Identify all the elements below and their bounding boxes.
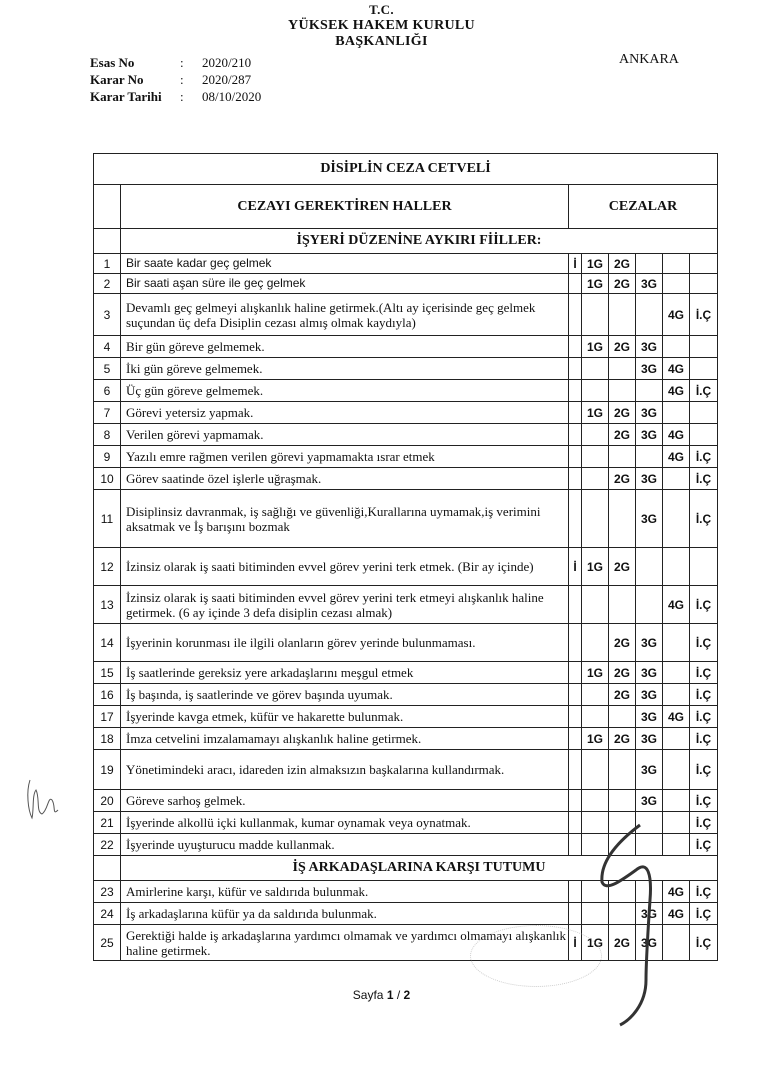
penalty-cell [582, 446, 609, 468]
penalty-cell: 3G [636, 358, 663, 380]
row-number: 3 [94, 294, 121, 336]
table-row [94, 424, 718, 446]
penalty-cell [636, 446, 663, 468]
penalty-cell: 1G [582, 662, 609, 684]
footer-sep: / [393, 988, 404, 1002]
penalty-cell [663, 925, 690, 961]
penalty-cell [582, 790, 609, 812]
penalty-cell [690, 336, 718, 358]
penalty-cell [569, 881, 582, 903]
row-number: 24 [94, 903, 121, 925]
offense-description: İmza cetvelini imzalamamayı alışkanlık haline getirmek. [121, 728, 569, 750]
penalty-cell [609, 881, 636, 903]
offense-description: Bir saate kadar geç gelmek [121, 254, 569, 274]
initials-signature [22, 770, 72, 830]
row-number: 10 [94, 468, 121, 490]
table-row [94, 903, 718, 925]
penalty-cell [569, 336, 582, 358]
penalty-cell: 2G [609, 254, 636, 274]
header-presidency: BAŞKANLIĞI [335, 34, 428, 49]
offense-description: İşyerinde alkollü içki kullanmak, kumar oynamak veya oynatmak. [121, 812, 569, 834]
row-number: 5 [94, 358, 121, 380]
table-row [94, 274, 718, 294]
penalty-cell [582, 468, 609, 490]
penalty-cell: İ.Ç [690, 750, 718, 790]
offense-description: Yazılı emre rağmen verilen görevi yapmamakta ısrar etmek [121, 446, 569, 468]
table-row [94, 336, 718, 358]
table-row [94, 684, 718, 706]
penalty-cell [582, 586, 609, 624]
penalty-cell [569, 728, 582, 750]
penalty-cell: 4G [663, 586, 690, 624]
penalty-cell: 2G [609, 662, 636, 684]
penalty-cell [569, 662, 582, 684]
penalty-cell [569, 834, 582, 856]
table-row [94, 380, 718, 402]
penalty-cell [636, 380, 663, 402]
penalty-cell: 3G [636, 925, 663, 961]
penalty-cell: İ.Ç [690, 490, 718, 548]
meta-value: 2020/210 [202, 55, 252, 70]
penalty-cell: İ.Ç [690, 624, 718, 662]
column-header-cases: CEZAYI GEREKTİREN HALLER [121, 185, 569, 229]
penalty-cell [663, 402, 690, 424]
penalty-cell [636, 548, 663, 586]
penalty-cell: 4G [663, 706, 690, 728]
penalty-cell: İ.Ç [690, 903, 718, 925]
penalty-cell [569, 446, 582, 468]
row-number: 8 [94, 424, 121, 446]
penalty-cell: İ.Ç [690, 684, 718, 706]
penalty-cell [569, 380, 582, 402]
table-header-row [94, 185, 718, 229]
row-number: 25 [94, 925, 121, 961]
meta-colon: : [180, 55, 184, 70]
penalty-cell: 4G [663, 380, 690, 402]
penalty-cell [569, 468, 582, 490]
penalty-cell [582, 624, 609, 662]
penalty-cell: 1G [582, 274, 609, 294]
meta-value: 2020/287 [202, 72, 252, 87]
penalty-cell: 2G [609, 336, 636, 358]
row-number: 14 [94, 624, 121, 662]
penalty-cell: 3G [636, 706, 663, 728]
table-row [94, 548, 718, 586]
penalty-cell: 3G [636, 490, 663, 548]
offense-description: Göreve sarhoş gelmek. [121, 790, 569, 812]
row-number: 2 [94, 274, 121, 294]
penalty-cell: 1G [582, 254, 609, 274]
column-header-penalties: CEZALAR [569, 185, 718, 229]
penalty-cell [636, 834, 663, 856]
penalty-cell: 4G [663, 294, 690, 336]
table-row [94, 624, 718, 662]
penalty-cell [609, 812, 636, 834]
offense-description: Üç gün göreve gelmemek. [121, 380, 569, 402]
penalty-cell [663, 254, 690, 274]
penalty-cell [569, 903, 582, 925]
penalty-cell: İ.Ç [690, 834, 718, 856]
penalty-cell: 3G [636, 903, 663, 925]
penalty-cell [569, 274, 582, 294]
table-row [94, 294, 718, 336]
penalty-cell [636, 586, 663, 624]
penalty-cell [663, 624, 690, 662]
table-row [94, 750, 718, 790]
penalty-cell [636, 812, 663, 834]
penalty-cell [609, 446, 636, 468]
penalty-cell [636, 294, 663, 336]
penalty-cell: 3G [636, 728, 663, 750]
row-number: 4 [94, 336, 121, 358]
penalty-cell: İ.Ç [690, 706, 718, 728]
row-number: 15 [94, 662, 121, 684]
meta-key: Karar Tarihi [90, 89, 162, 104]
offense-description: Disiplinsiz davranmak, iş sağlığı ve güvenliği,Kurallarına uymamak,iş verimini aksatmak ve İş barışını bozmak [121, 490, 569, 548]
penalty-cell [636, 881, 663, 903]
offense-description: İş arkadaşlarına küfür ya da saldırıda bulunmak. [121, 903, 569, 925]
offense-description: Görev saatinde özel işlerle uğraşmak. [121, 468, 569, 490]
penalty-cell [609, 490, 636, 548]
table-row [94, 706, 718, 728]
meta-colon: : [180, 72, 184, 87]
row-number: 12 [94, 548, 121, 586]
penalty-cell: 2G [609, 684, 636, 706]
offense-description: Görevi yetersiz yapmak. [121, 402, 569, 424]
penalty-cell: İ.Ç [690, 380, 718, 402]
penalty-cell [582, 706, 609, 728]
penalty-cell: 4G [663, 358, 690, 380]
penalty-cell: İ.Ç [690, 728, 718, 750]
penalty-cell: 3G [636, 468, 663, 490]
penalty-cell [582, 812, 609, 834]
penalty-cell: 3G [636, 790, 663, 812]
penalty-cell: 1G [582, 336, 609, 358]
penalty-cell: İ.Ç [690, 446, 718, 468]
penalty-cell [609, 750, 636, 790]
penalty-cell [663, 834, 690, 856]
penalty-cell [569, 706, 582, 728]
penalty-cell [663, 790, 690, 812]
header-line-tc: T.C. [369, 2, 394, 17]
penalty-cell [569, 624, 582, 662]
penalty-cell: 2G [609, 624, 636, 662]
penalty-cell: 4G [663, 424, 690, 446]
penalty-cell: 1G [582, 925, 609, 961]
offense-description: Yönetimindeki aracı, idareden izin almaksızın başkalarına kullandırmak. [121, 750, 569, 790]
row-number: 16 [94, 684, 121, 706]
table-row [94, 925, 718, 961]
penalty-cell: 3G [636, 662, 663, 684]
offense-description: İşyerinin korunması ile ilgili olanların görev yerinde bulunmaması. [121, 624, 569, 662]
offense-description: İşyerinde kavga etmek, küfür ve hakarette bulunmak. [121, 706, 569, 728]
row-number: 1 [94, 254, 121, 274]
row-number: 21 [94, 812, 121, 834]
offense-description: İki gün göreve gelmemek. [121, 358, 569, 380]
penalty-cell [609, 903, 636, 925]
penalty-cell [663, 750, 690, 790]
row-number: 20 [94, 790, 121, 812]
penalty-cell: 2G [609, 402, 636, 424]
table-row [94, 358, 718, 380]
penalty-cell [569, 812, 582, 834]
penalty-cell: 4G [663, 446, 690, 468]
offense-description: Amirlerine karşı, küfür ve saldırıda bulunmak. [121, 881, 569, 903]
penalty-cell: 1G [582, 402, 609, 424]
meta-key: Esas No [90, 55, 135, 70]
penalty-cell: İ [569, 254, 582, 274]
penalty-cell: 1G [582, 548, 609, 586]
penalty-cell [569, 294, 582, 336]
penalty-cell: 2G [609, 548, 636, 586]
section-title: İŞ ARKADAŞLARINA KARŞI TUTUMU [121, 856, 718, 881]
table-row [94, 490, 718, 548]
penalty-cell [690, 402, 718, 424]
penalty-cell [569, 790, 582, 812]
footer-total: 2 [403, 988, 411, 1002]
table-title-row [94, 154, 718, 185]
penalty-cell [609, 790, 636, 812]
penalty-cell: İ.Ç [690, 925, 718, 961]
city-label: ANKARA [619, 52, 679, 67]
penalty-cell: 4G [663, 881, 690, 903]
offense-description: Bir saati aşan süre ile geç gelmek [121, 274, 569, 294]
table-title: DİSİPLİN CEZA CETVELİ [94, 154, 718, 185]
table-row [94, 662, 718, 684]
penalty-cell [582, 380, 609, 402]
penalty-cell [569, 684, 582, 706]
meta-colon: : [180, 89, 184, 104]
offense-description: İşyerinde uyuşturucu madde kullanmak. [121, 834, 569, 856]
row-number: 13 [94, 586, 121, 624]
penalty-cell [582, 424, 609, 446]
penalty-cell [663, 812, 690, 834]
penalty-cell: 4G [663, 903, 690, 925]
table-row [94, 728, 718, 750]
section-header-row [94, 856, 718, 881]
penalty-cell [663, 274, 690, 294]
offense-description: İş saatlerinde gereksiz yere arkadaşlarını meşgul etmek [121, 662, 569, 684]
penalty-cell [663, 684, 690, 706]
penalty-cell [582, 903, 609, 925]
offense-description: Bir gün göreve gelmemek. [121, 336, 569, 358]
footer-prefix: Sayfa [352, 988, 387, 1002]
penalty-cell: İ.Ç [690, 790, 718, 812]
page-footer [0, 988, 763, 1002]
penalty-cell: İ [569, 548, 582, 586]
penalty-cell [582, 750, 609, 790]
section-title: İŞYERİ DÜZENİNE AYKIRI FİİLLER: [121, 229, 718, 254]
meta-row-karar [90, 71, 261, 88]
row-number: 19 [94, 750, 121, 790]
penalty-cell: 3G [636, 750, 663, 790]
penalty-cell [569, 424, 582, 446]
penalty-cell [609, 358, 636, 380]
penalty-cell [663, 728, 690, 750]
penalty-cell [569, 402, 582, 424]
penalty-cell [582, 358, 609, 380]
penalty-cell: 2G [609, 424, 636, 446]
penalty-cell: İ.Ç [690, 586, 718, 624]
penalty-cell: 3G [636, 336, 663, 358]
header-blank-cell [94, 185, 121, 229]
row-number: 9 [94, 446, 121, 468]
penalty-cell [582, 294, 609, 336]
penalty-cell [609, 380, 636, 402]
penalty-cell [609, 294, 636, 336]
penalty-cell [690, 254, 718, 274]
offense-description: Gerektiği halde iş arkadaşlarına yardımcı olmamak ve yardımcı olmamayı alışkanlık haline getirmek. [121, 925, 569, 961]
penalty-cell [663, 548, 690, 586]
penalty-cell: İ [569, 925, 582, 961]
row-number: 23 [94, 881, 121, 903]
penalty-cell: 2G [609, 274, 636, 294]
penalty-cell [690, 424, 718, 446]
row-number: 7 [94, 402, 121, 424]
meta-key: Karar No [90, 72, 144, 87]
penalty-cell: İ.Ç [690, 294, 718, 336]
penalty-cell: 3G [636, 684, 663, 706]
penalty-cell: 2G [609, 728, 636, 750]
penalty-cell [636, 254, 663, 274]
penalty-cell [569, 750, 582, 790]
penalty-cell: 3G [636, 424, 663, 446]
penalty-cell [609, 706, 636, 728]
section-header-row [94, 229, 718, 254]
penalty-cell: İ.Ç [690, 881, 718, 903]
row-number: 6 [94, 380, 121, 402]
penalty-cell: 2G [609, 468, 636, 490]
footer-page: 1 [386, 988, 394, 1002]
penalty-cell [569, 490, 582, 548]
offense-description: Devamlı geç gelmeyi alışkanlık haline getirmek.(Altı ay içerisinde geç gelmek suçundan üç defa Disiplin cezası almış olmak kaydıyla) [121, 294, 569, 336]
row-number: 11 [94, 490, 121, 548]
penalty-cell [663, 490, 690, 548]
meta-row-tarih [90, 88, 261, 105]
penalty-cell [569, 586, 582, 624]
offense-description: İş başında, iş saatlerinde ve görev başında uyumak. [121, 684, 569, 706]
row-number: 17 [94, 706, 121, 728]
case-meta [90, 54, 261, 105]
penalty-cell [663, 336, 690, 358]
penalty-cell [690, 358, 718, 380]
penalty-cell [582, 490, 609, 548]
penalty-cell: 3G [636, 402, 663, 424]
row-number: 18 [94, 728, 121, 750]
penalty-cell: İ.Ç [690, 812, 718, 834]
meta-row-esas [90, 54, 261, 71]
penalty-cell [690, 274, 718, 294]
offense-description: Verilen görevi yapmamak. [121, 424, 569, 446]
table-row [94, 790, 718, 812]
penalty-cell: 1G [582, 728, 609, 750]
penalty-cell [582, 834, 609, 856]
penalty-cell: 3G [636, 274, 663, 294]
section-blank-cell [94, 229, 121, 254]
offense-description: İzinsiz olarak iş saati bitiminden evvel görev yerini terk etmeyi alışkanlık haline getirmek. (6 ay içinde 3 defa disiplin cezası almak) [121, 586, 569, 624]
penalty-cell: İ.Ç [690, 468, 718, 490]
penalty-cell [663, 468, 690, 490]
table-body [94, 154, 718, 961]
table-row [94, 812, 718, 834]
offense-description: İzinsiz olarak iş saati bitiminden evvel görev yerini terk etmek. (Bir ay içinde) [121, 548, 569, 586]
penalty-cell [582, 684, 609, 706]
discipline-penalty-table [93, 153, 718, 961]
penalty-cell: İ.Ç [690, 662, 718, 684]
penalty-cell: 2G [609, 925, 636, 961]
meta-value: 08/10/2020 [202, 89, 262, 104]
table-row [94, 586, 718, 624]
table-row [94, 881, 718, 903]
penalty-cell [569, 358, 582, 380]
table-row [94, 254, 718, 274]
table-row [94, 834, 718, 856]
table-row [94, 402, 718, 424]
penalty-cell [582, 881, 609, 903]
penalty-cell [609, 834, 636, 856]
header-court-name: YÜKSEK HAKEM KURULU [288, 18, 475, 33]
row-number: 22 [94, 834, 121, 856]
section-blank-cell [94, 856, 121, 881]
penalty-cell [663, 662, 690, 684]
table-row [94, 468, 718, 490]
table-row [94, 446, 718, 468]
penalty-cell [690, 548, 718, 586]
penalty-cell [609, 586, 636, 624]
penalty-cell: 3G [636, 624, 663, 662]
